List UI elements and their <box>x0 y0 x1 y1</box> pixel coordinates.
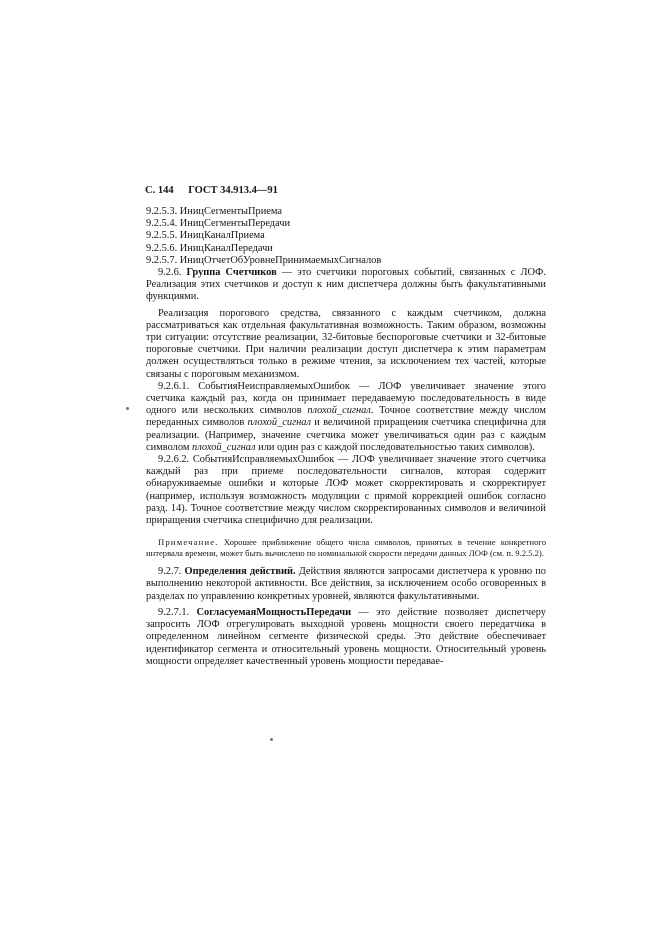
page-number: С. 144 <box>145 185 174 196</box>
bad-signal-term: плохой_сигнал <box>247 417 312 429</box>
list-item: 9.2.5.4. ИницСегментыПередачи <box>146 218 291 230</box>
section-title: Группа Счетчиков <box>186 267 277 279</box>
section-title: СогласуемаяМощностьПередачи <box>196 606 352 618</box>
document-body <box>146 206 546 668</box>
section-number: 9.2.7.1. <box>158 606 190 618</box>
note <box>146 537 546 558</box>
standard-code: ГОСТ 34.913.4—91 <box>188 185 278 196</box>
list-item: 9.2.5.3. ИницСегментыПриема <box>146 206 283 217</box>
section-9-2-7-1 <box>146 607 546 668</box>
list-item: 9.2.5.7. ИницОтчетОбУровнеПринимаемыхСигналов <box>146 254 382 266</box>
section-number: 9.2.6. <box>158 267 182 279</box>
section-number: 9.2.7. <box>158 566 182 578</box>
section-9-2-6-1: 9.2.6.1. СобытияНеисправляемыхОшибок — ЛОФ увеличивает значение этого счетчика каждый раз, когда он принимает передаваемую последовательность в виде одного или нескольких символов плохой_сигнал. Точное соответствие между числом переданных символов плохой_сигнал и величиной приращения счетчика специфична для реализации. (Например, значение счетчика может увеличиваться один раз с каждым символом плохой_сигнал или один раз с каждой последовательностью таких символов). <box>146 380 546 453</box>
paragraph-threshold: Реализация порогового средства, связанного с каждым счетчиком, должна рассматриваться как отдельная факультативная возможность. Таким образом, возможны три ситуации: отсутствие реализации, 32-битовые беспороговые счетчики и 32-битовые пороговые счетчики. При наличии реализации доступ диспетчера к этим параметрам должен осуществляться только в режиме чтения, за исключением тех частей, которые связаны с пороговым механизмом. <box>146 307 546 380</box>
scan-speck <box>270 738 273 741</box>
list-item: 9.2.5.5. ИницКаналПриема <box>146 230 265 242</box>
section-text: — это счетчики пороговых событий, связанных с ЛОФ. Реализация этих счетчиков и доступ к ним диспетчера должны быть факультативными функциями. <box>146 267 546 303</box>
list-item: 9.2.5.6. ИницКаналПередачи <box>146 242 273 254</box>
section-text: — это действие позволяет диспетчеру запросить ЛОФ отрегулировать выходной уровень мощности своего передатчика в определенном линейном сегменте физической среды. Это действие обеспечивает идентификатор сегмента и относительный уровень мощности. Относительный уровень мощности определяет качественный уровень мощности передавае- <box>146 606 546 667</box>
section-title: Определения действий. <box>184 566 296 578</box>
note-label: Примечание. <box>158 537 219 548</box>
section-text: Действия являются запросами диспетчера к уровню по выполнению некоторой активности. Все действия, за исключением особо оговоренных в разделах по управлению конкретных уровней, являются факультативными. <box>146 566 546 602</box>
page-header <box>145 185 278 196</box>
section-9-2-7 <box>146 566 546 603</box>
note-text: Хорошее приближение общего числа символов, принятых в течение конкретного интервала времени, может быть вычислено по номинальной скорости передачи данных ЛОФ (см. п. 9.2.5.2). <box>146 537 546 558</box>
scan-speck <box>126 407 129 410</box>
bad-signal-term: плохой_сигнал <box>307 405 371 417</box>
bad-signal-term: плохой_сигнал <box>192 441 256 453</box>
section-9-2-6 <box>146 267 546 304</box>
section-9-2-6-2: 9.2.6.2. СобытияИсправляемыхОшибок — ЛОФ увеличивает значение этого счетчика каждый раз при приеме последовательности сигналов, которая содержит обнаруживаемые ошибки и которые ЛОФ может скорректировать и скорректирует (например, используя возможность модуляции с прямой коррекцией ошибок согласно разд. 14). Точное соответствие между числом скорректированных символов и величиной приращения счетчика специфично для реализации. <box>146 454 546 527</box>
